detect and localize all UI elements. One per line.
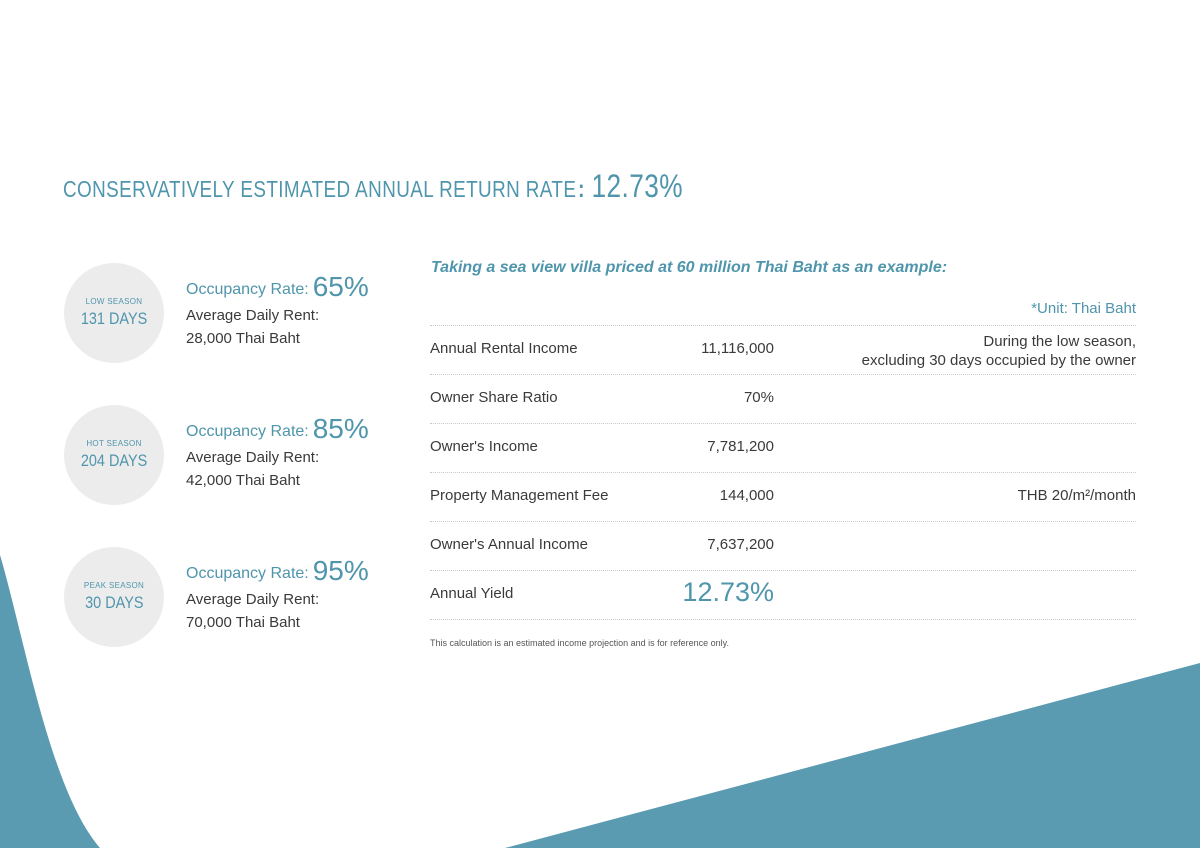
occupancy-label: Occupancy Rate: (186, 423, 309, 440)
occupancy-line (186, 557, 369, 588)
row-value: 7,637,200 (707, 536, 774, 553)
bottom-right-wedge-shape (505, 663, 1200, 848)
season-circle (64, 405, 164, 505)
headline-value: 12.73% (591, 168, 683, 204)
season-name: LOW SEASON (85, 297, 143, 306)
occupancy-label: Occupancy Rate: (186, 565, 309, 582)
row-value: 70% (743, 389, 774, 406)
rent-value: 28,000 Thai Baht (186, 330, 300, 347)
row-note (862, 332, 1136, 370)
occupancy-line (186, 415, 369, 446)
season-name: PEAK SEASON (83, 581, 145, 590)
income-table (430, 325, 1136, 620)
season-name: HOT SEASON (86, 439, 142, 448)
rent-label: Average Daily Rent: (186, 449, 320, 466)
occupancy-value: 85% (312, 413, 369, 444)
season-block-low (64, 263, 404, 363)
season-info (186, 415, 369, 492)
season-days: 131 DAYS (80, 309, 148, 328)
return-rate-headline (63, 168, 683, 205)
example-title: Taking a sea view villa priced at 60 million Thai Baht as an example: (431, 259, 948, 276)
row-value: 12.73% (682, 577, 774, 607)
row-label: Owner's Annual Income (430, 536, 588, 553)
rent-label: Average Daily Rent: (186, 307, 320, 324)
row-note-line1: During the low season, (983, 333, 1136, 350)
table-row (430, 325, 1136, 374)
season-days: 204 DAYS (80, 451, 148, 470)
season-block-peak (64, 547, 404, 647)
season-circle (64, 547, 164, 647)
season-info (186, 273, 369, 350)
row-value: 144,000 (719, 487, 774, 504)
occupancy-value: 65% (312, 271, 369, 302)
headline-colon: : (577, 176, 585, 203)
row-value: 7,781,200 (707, 438, 774, 455)
row-label: Property Management Fee (430, 487, 609, 504)
season-info (186, 557, 369, 634)
season-days: 30 DAYS (84, 593, 144, 612)
unit-note: *Unit: Thai Baht (1031, 300, 1136, 317)
season-circle (64, 263, 164, 363)
row-label: Owner Share Ratio (430, 389, 558, 406)
rent-value: 42,000 Thai Baht (186, 472, 300, 489)
row-note-line2: excluding 30 days occupied by the owner (861, 352, 1136, 369)
table-row (430, 423, 1136, 472)
occupancy-label: Occupancy Rate: (186, 281, 309, 298)
table-row (430, 472, 1136, 521)
table-row (430, 521, 1136, 570)
row-label: Owner's Income (430, 438, 538, 455)
table-row-annual-yield (430, 570, 1136, 620)
rent-label: Average Daily Rent: (186, 591, 320, 608)
rent-value: 70,000 Thai Baht (186, 614, 300, 631)
occupancy-line (186, 273, 369, 304)
row-value: 11,116,000 (701, 340, 774, 357)
row-note: THB 20/m²/month (1017, 487, 1136, 504)
row-label: Annual Yield (430, 585, 514, 602)
occupancy-value: 95% (312, 555, 369, 586)
table-row (430, 374, 1136, 423)
disclaimer-footnote: This calculation is an estimated income projection and is for reference only. (430, 638, 729, 648)
row-label: Annual Rental Income (430, 340, 578, 357)
season-block-hot (64, 405, 404, 505)
headline-label: CONSERVATIVELY ESTIMATED ANNUAL RETURN RATE (63, 176, 577, 202)
